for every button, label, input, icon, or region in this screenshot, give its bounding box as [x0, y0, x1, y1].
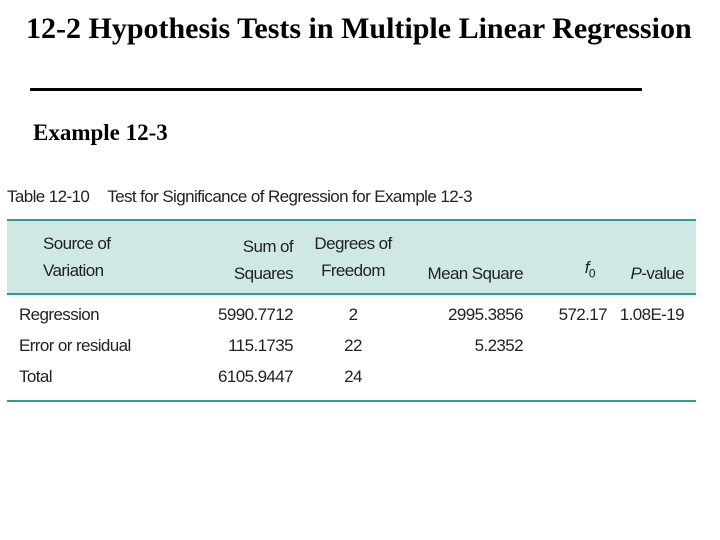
header-source-line1: Source of — [43, 234, 111, 253]
slide-subtitle: Example 12-3 — [33, 120, 168, 145]
cell-df: 2 — [348, 304, 358, 324]
cell-ms: 5.2352 — [474, 335, 523, 355]
anova-table-container — [7, 219, 696, 402]
title-underline — [30, 88, 642, 91]
header-f0-label: $f_0$ — [584, 257, 595, 280]
table-header-row — [7, 221, 696, 294]
header-p-rest: -value — [641, 264, 684, 283]
cell-source: Regression — [19, 304, 99, 324]
cell-f0: 572.17 — [558, 304, 607, 324]
table-row-regression — [7, 294, 696, 330]
header-df-line2: Freedom — [321, 261, 385, 280]
header-degrees-of-freedom — [293, 221, 413, 294]
cell-p — [607, 361, 696, 400]
cell-ss: 5990.7712 — [218, 304, 293, 324]
cell-source: Total — [19, 366, 52, 386]
header-p-value — [607, 221, 696, 294]
cell-ms — [413, 361, 523, 400]
anova-table — [7, 221, 696, 400]
cell-ss: 115.1735 — [228, 335, 293, 355]
header-f0-subscript: 0 — [588, 266, 595, 280]
table-caption-text: Test for Significance of Regression for Example 12-3 — [107, 187, 472, 206]
header-mean-square — [413, 221, 523, 294]
cell-ss: 6105.9447 — [218, 366, 293, 386]
header-p-italic: P — [630, 264, 642, 283]
cell-p — [607, 330, 696, 361]
header-source — [7, 221, 183, 294]
header-source-line2: Variation — [43, 261, 104, 280]
slide-title: 12-2 Hypothesis Tests in Multiple Linear Regression — [26, 12, 692, 45]
cell-f0 — [523, 361, 607, 400]
table-row-error — [7, 330, 696, 361]
header-df-line1: Degrees of — [314, 234, 392, 253]
header-f0 — [523, 221, 607, 294]
cell-df: 24 — [344, 366, 362, 386]
cell-f0 — [523, 330, 607, 361]
header-ss-label: Sum of Squares — [233, 237, 293, 283]
table-row-total — [7, 361, 696, 400]
table-caption — [7, 187, 697, 207]
cell-source: Error or residual — [19, 335, 131, 355]
cell-df: 22 — [344, 335, 362, 355]
cell-ms: 2995.3856 — [448, 304, 523, 324]
header-ms-label: Mean Square — [427, 264, 523, 283]
table-caption-number: Table 12-10 — [7, 187, 90, 206]
cell-p: 1.08E-19 — [619, 304, 684, 324]
header-sum-of-squares — [183, 221, 293, 294]
